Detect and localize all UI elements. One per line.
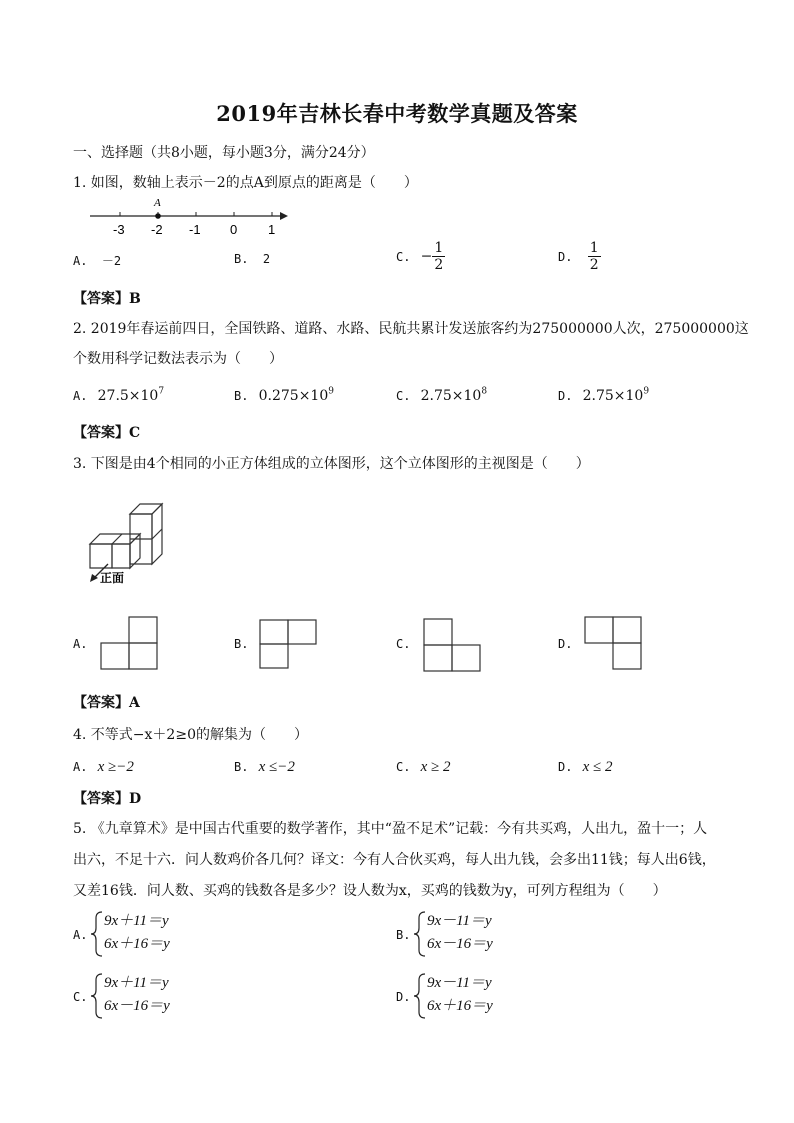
q5-stem-line2: 出六，不足十六．问人数鸡价各几何？译文：今有人合伙买鸡，每人出九钱，会多出11钱；每人出6钱，: [73, 852, 716, 868]
q5-option-d-brace: [413, 972, 427, 1020]
q5-option-b-label: B.: [396, 928, 411, 942]
equation: 9x＋11＝y: [104, 975, 169, 991]
q3-option-c-label: C.: [396, 637, 411, 651]
q5-option-b-brace: [413, 910, 427, 958]
tick-label: -3: [113, 222, 125, 237]
equation: 6x－16＝y: [427, 936, 493, 952]
q3-option-a-label: A.: [73, 637, 88, 651]
q4-option-a: A. x ≥−2: [73, 759, 134, 775]
equation: 9x－11＝y: [427, 975, 492, 991]
q2-stem-line1: 2. 2019年春运前四日，全国铁路、道路、水路、民航共累计发送旅客约为275000000人次，275000000这: [73, 321, 749, 337]
q3-option-b-figure: [259, 619, 319, 671]
q3-option-d-figure: [584, 615, 644, 671]
tick-label: 0: [230, 222, 238, 237]
tick-label: -1: [189, 222, 201, 237]
q3-answer: 【答案】A: [73, 695, 140, 711]
q2-option-c: C. $2.75\times 10^8$: [396, 386, 488, 404]
q3-stem: 3. 下图是由4个相同的小正方体组成的立体图形，这个立体图形的主视图是（ ）: [73, 456, 590, 472]
equation: 9x＋11＝y: [104, 913, 169, 929]
q5-stem-line3: 又差16钱．问人数、买鸡的钱数各是多少？设人数为x，买鸡的钱数为y，可列方程组为（ ）: [73, 883, 667, 899]
q5-option-a-system: [104, 910, 170, 956]
section-heading: 一、选择题（共8小题，每小题3分，满分24分）: [73, 145, 375, 161]
q3-option-c-figure: [423, 617, 483, 673]
q4-stem: 4. 不等式−x＋2≥0的解集为（ ）: [73, 727, 308, 743]
q4-option-d: D. x ≤ 2: [558, 759, 613, 775]
page-title: 2019年吉林长春中考数学真题及答案: [216, 101, 578, 126]
q4-option-c: C. x ≥ 2: [396, 759, 451, 775]
q2-option-a: A. $27.5\times 10^7$: [73, 386, 165, 404]
q1-option-a: A. －2: [73, 254, 122, 268]
cube-figure: [82, 492, 182, 592]
q3-option-d-label: D.: [558, 637, 573, 651]
number-line-arrow: [280, 212, 288, 220]
q5-option-c-brace: [90, 972, 104, 1020]
equation: 6x－16＝y: [104, 998, 170, 1014]
front-label: 正面: [100, 571, 125, 585]
q5-option-c-system: [104, 972, 170, 1018]
q1-option-d: D. $\frac{1}{2}$: [558, 240, 599, 273]
q4-option-b: B. x ≤−2: [234, 759, 295, 775]
tick-label: -2: [151, 222, 163, 237]
q2-answer: 【答案】C: [73, 425, 141, 441]
q2-option-b: B. $0.275\times 10^9$: [234, 386, 334, 404]
point-a-dot: [155, 213, 161, 219]
q5-option-b-system: [427, 910, 493, 956]
q3-option-a-figure: [100, 615, 160, 671]
q1-option-c: C. − $\frac{1}{2}$: [396, 240, 444, 273]
tick-label: 1: [268, 222, 276, 237]
equation: 6x＋16＝y: [104, 936, 170, 952]
q3-option-b-label: B.: [234, 637, 249, 651]
q5-option-a-label: A.: [73, 928, 88, 942]
equation: 9x－11＝y: [427, 913, 492, 929]
point-a-label: A: [154, 197, 161, 209]
q4-answer: 【答案】D: [73, 791, 142, 807]
equation: 6x＋16＝y: [427, 998, 493, 1014]
q5-option-d-system: [427, 972, 493, 1018]
q5-stem-line1: 5. 《九章算术》是中国古代重要的数学著作，其中“盈不足术”记载：今有共买鸡，人出九，盈十一；人: [73, 821, 708, 837]
q1-stem: 1. 如图，数轴上表示－2的点A到原点的距离是（ ）: [73, 175, 418, 191]
q1-answer: 【答案】B: [73, 291, 141, 307]
number-line: [88, 194, 298, 238]
q1-option-b: B. 2: [234, 252, 271, 266]
q5-option-c-label: C.: [73, 990, 88, 1004]
q2-stem-line2: 个数用科学记数法表示为（ ）: [73, 351, 283, 367]
q5-option-d-label: D.: [396, 990, 411, 1004]
q5-option-a-brace: [90, 910, 104, 958]
q2-option-d: D. $2.75\times 10^9$: [558, 386, 650, 404]
